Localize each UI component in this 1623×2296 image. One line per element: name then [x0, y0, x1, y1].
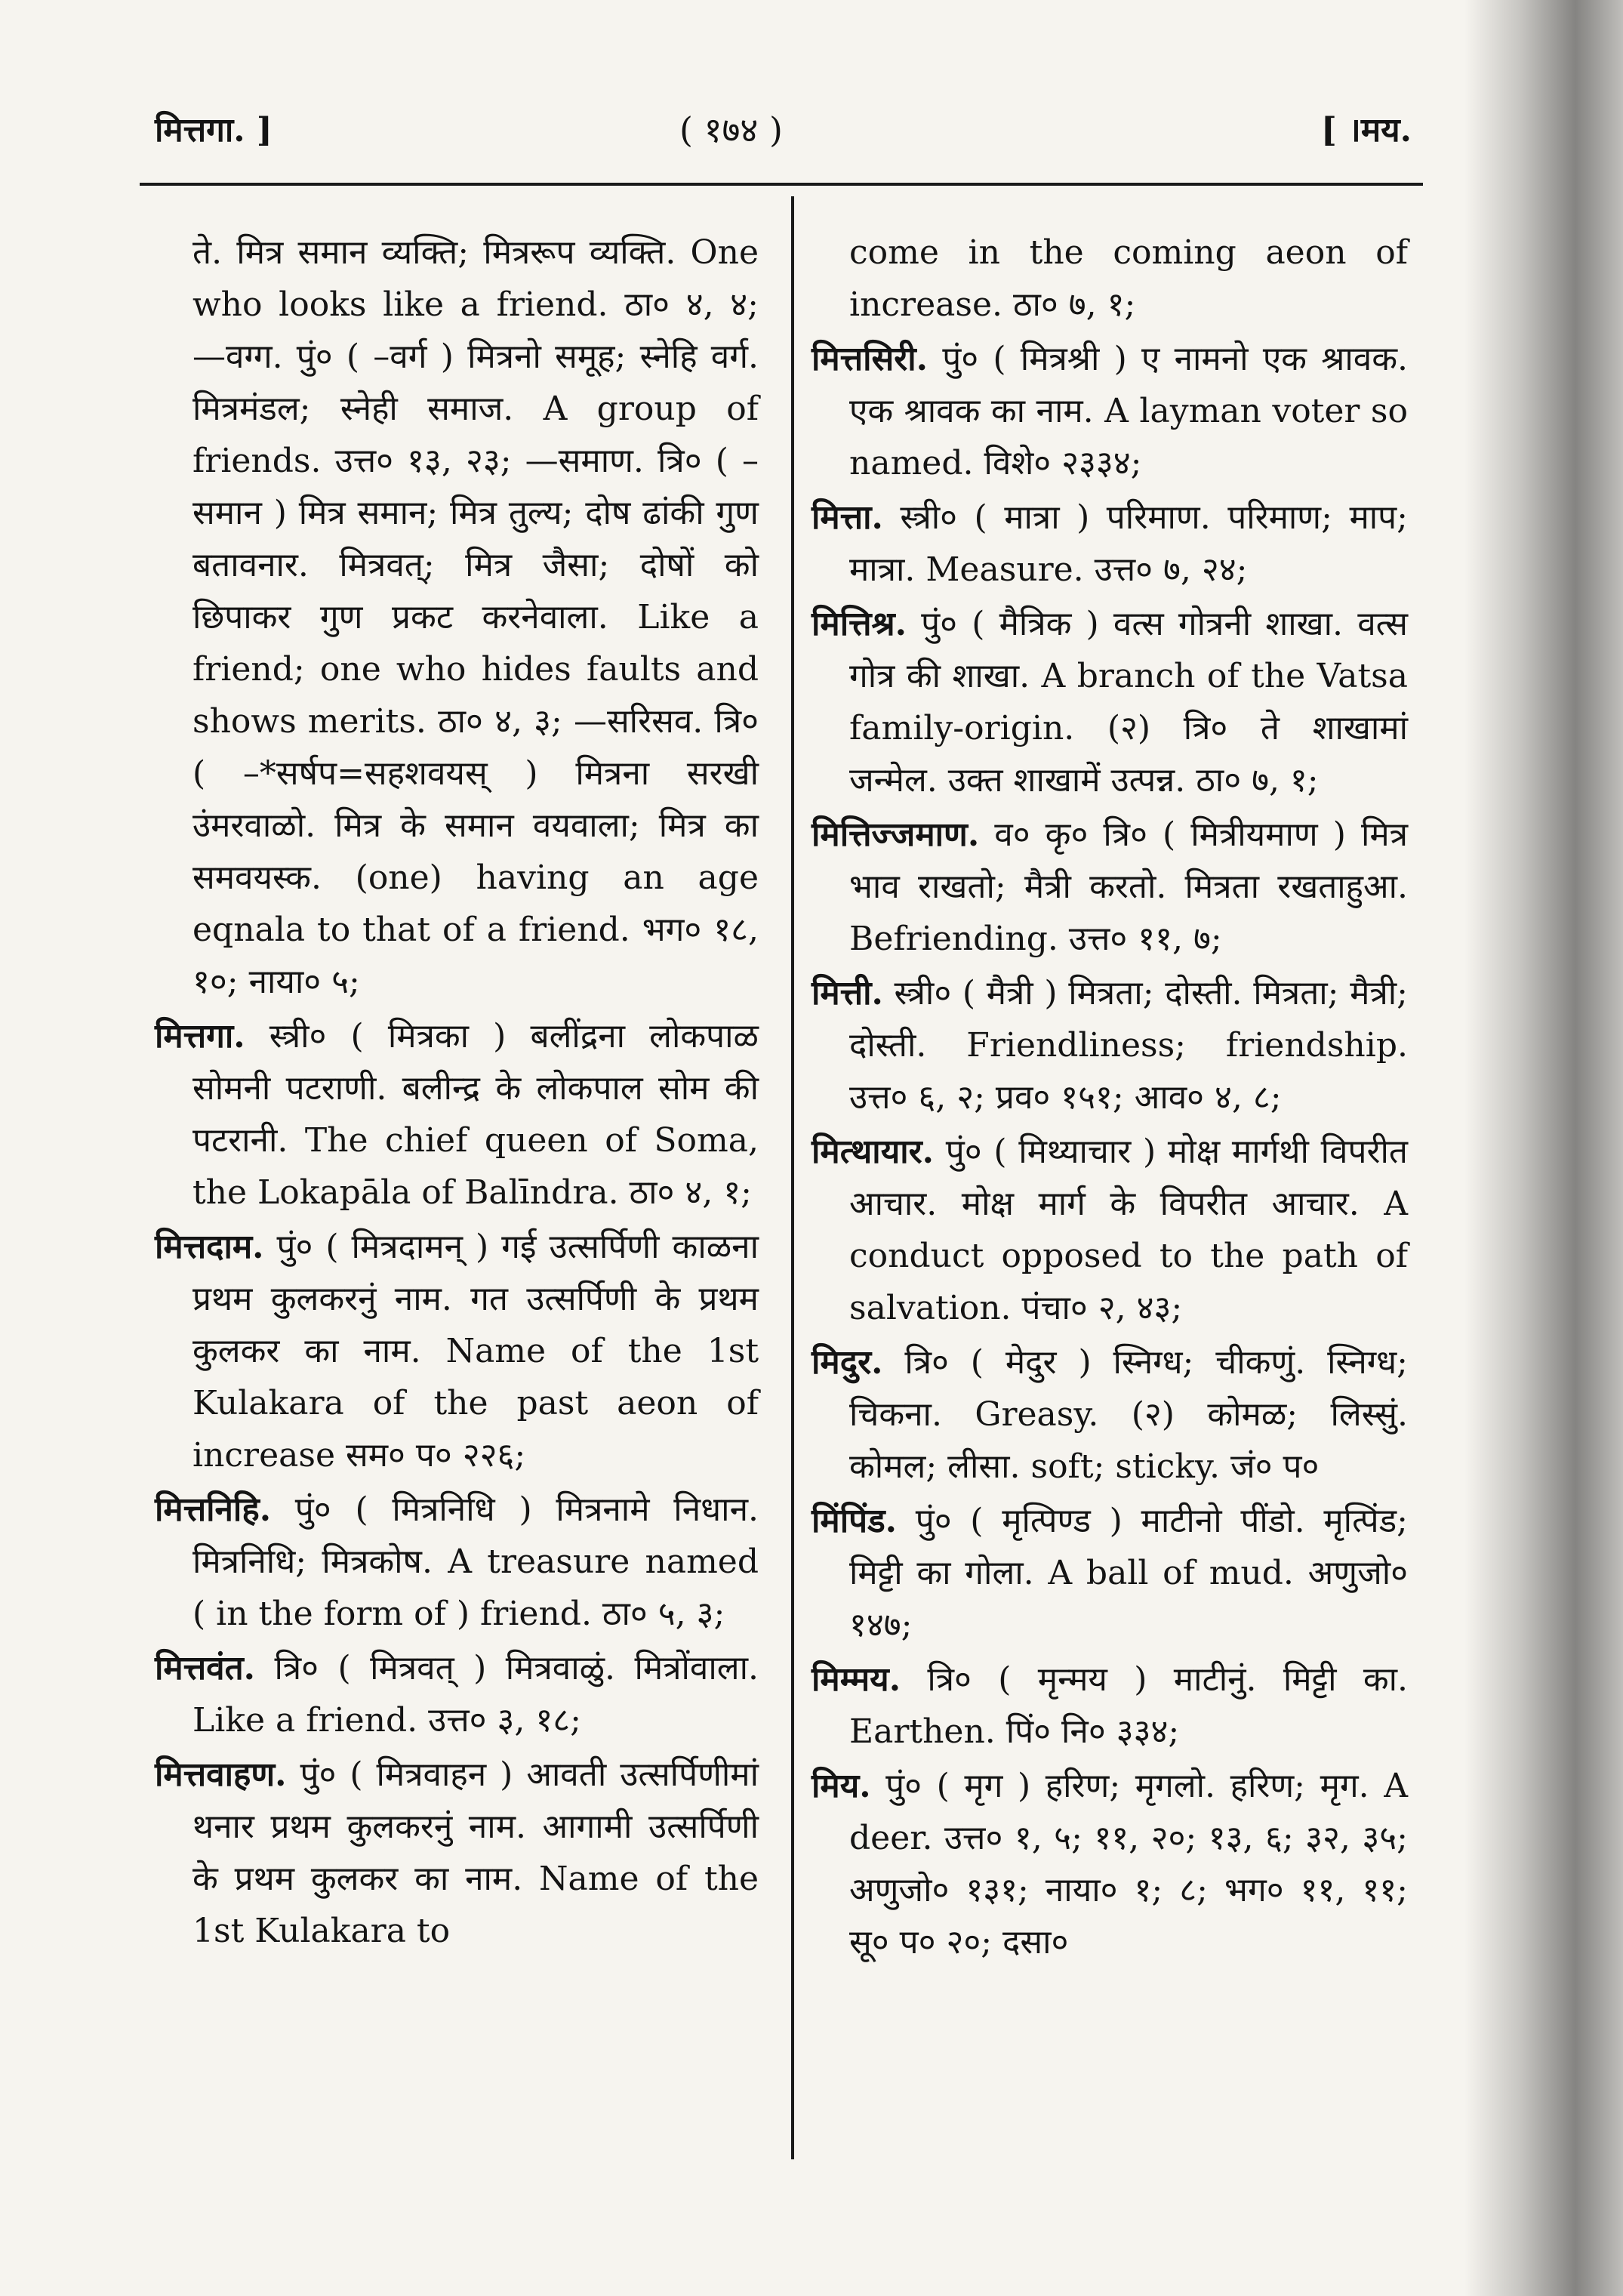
header-left-guideword: मित्तगा. ] [155, 111, 273, 149]
dictionary-entry [155, 1749, 759, 1957]
entry-headword: मित्तदाम. [155, 1228, 264, 1266]
dictionary-entry [155, 1010, 759, 1219]
dictionary-entry [812, 1336, 1408, 1493]
entry-text: पुं० ( मित्रवाहन ) आवती उत्सर्पिणीमां थनार प्रथम कुलकरनुं नाम. आगामी उत्सर्पिणी के प्रथम कुलकर का नाम. Name of the 1st Kulakara to [192, 1755, 759, 1950]
entry-text: स्त्री० ( मित्रका ) बलींद्रना लोकपाळ सोमनी पटराणी. बलीन्द्र के लोकपाल सोम की पटरानी. The chief queen of Soma, the Lokapāla of Balīndra. ठा० ४, १; [192, 1017, 759, 1212]
header-rule [140, 183, 1423, 186]
entry-text: पुं० ( मैत्रिक ) वत्स गोत्रनी शाखा. वत्स गोत्र की शाखा. A branch of the Vatsa family-origin. (२) त्रि० ते शाखामां जन्मेल. उक्त शाखामें उत्पन्न. ठा० ७, १; [849, 605, 1408, 800]
header-right-guideword: [ ।मय. [1321, 111, 1412, 149]
entry-headword: मित्ता. [812, 498, 883, 537]
dictionary-entry [812, 1495, 1408, 1651]
page-number: ( १७४ ) [679, 109, 783, 150]
entry-headword: मित्ती. [812, 974, 883, 1012]
entry-headword: मित्तवंत. [155, 1649, 255, 1687]
entry-text: ते. मित्र समान व्यक्ति; मित्ररूप व्यक्ति. One who looks like a friend. ठा० ४, ४; —वग्ग. पुं० ( –वर्ग ) मित्रनो समूह; स्नेहि वर्ग. मित्रमंडल; स्नेही समाज. A group of friends. उत्त० १३, २३; —समाण. त्रि० ( –समान ) मित्र समान; मित्र तुल्य; दोष ढांकी गुण बतावनार. मित्रवत्; मित्र जैसा; दोषों को छिपाकर गुण प्रकट करनेवाला. Like a friend; one who hides faults and shows merits. ठा० ४, ३; —सरिसव. त्रि० ( –*सर्षप=सहशवयस् ) मित्रना सरखी उंमरवाळो. मित्र के समान वयवाला; मित्र का समवयस्क. (one) having an age eqnala to that of a friend. भग० १८, १०; नाया० ५; [192, 233, 759, 1001]
entry-text: पुं० ( मित्रश्री ) ए नामनो एक श्रावक. एक श्रावक का नाम. A layman voter so named. विशे० २३३४; [849, 340, 1408, 482]
entry-headword: मित्तसिरी. [812, 340, 928, 378]
column-divider [791, 196, 794, 2159]
dictionary-entry [812, 1760, 1408, 1968]
dictionary-entry [812, 1653, 1408, 1758]
entry-headword: मिम्मय. [812, 1660, 901, 1699]
entry-text: पुं० ( मृग ) हरिण; मृगलो. हरिण; मृग. A deer. उत्त० १, ५; ११, २०; १३, ६; ३२, ३५; अणुजो० १३१; नाया० १; ८; भग० ११, ११; सू० प० २०; दसा० [849, 1767, 1408, 1962]
dictionary-entry [812, 809, 1408, 965]
dictionary-entry [155, 227, 759, 1008]
dictionary-entry [812, 227, 1408, 331]
entry-headword: मित्तिज्जमाण. [812, 815, 980, 854]
dictionary-entry [812, 598, 1408, 806]
dictionary-entry [155, 1642, 759, 1746]
entry-text: त्रि० ( मेदुर ) स्निग्ध; चीकणुं. स्निग्ध; चिकना. Greasy. (२) कोमळ; लिस्सुं. कोमल; लीसा. soft; sticky. जं० प० [849, 1343, 1408, 1486]
entry-text: व० कृ० त्रि० ( मित्रीयमाण ) मित्र भाव राखतो; मैत्री करतो. मित्रता रखताहुआ. Befriending. उत्त० ११, ७; [849, 815, 1408, 958]
entry-text: पुं० ( मिथ्याचार ) मोक्ष मार्गथी विपरीत आचार. मोक्ष मार्ग के विपरीत आचार. A conduct opposed to the path of salvation. पंचा० २, ४३; [849, 1133, 1408, 1327]
dictionary-entry [812, 492, 1408, 596]
dictionary-entry [812, 967, 1408, 1123]
entry-text: पुं० ( मृत्पिण्ड ) माटीनो पींडो. मृत्पिंड; मिट्टी का गोला. A ball of mud. अणुजो० १४७; [849, 1502, 1408, 1644]
book-binding-shadow [1464, 0, 1623, 2296]
entry-headword: मिय. [812, 1767, 871, 1805]
entry-text: पुं० ( मित्रनिधि ) मित्रनामे निधान. मित्रनिधि; मित्रकोष. A treasure named ( in the form of ) friend. ठा० ५, ३; [192, 1490, 759, 1633]
left-column [155, 227, 759, 1959]
dictionary-entry [812, 333, 1408, 489]
entry-headword: मित्तिश्र. [812, 605, 907, 643]
entry-text: त्रि० ( मृन्मय ) माटीनुं. मिट्टी का. Earthen. पिं० नि० ३३४; [849, 1660, 1408, 1751]
entry-headword: मिदुर. [812, 1343, 883, 1382]
right-column [812, 227, 1408, 1971]
entry-text: स्त्री० ( मात्रा ) परिमाण. परिमाण; माप; मात्रा. Measure. उत्त० ७, २४; [849, 498, 1408, 589]
dictionary-entry [155, 1221, 759, 1481]
entry-headword: मित्थायार. [812, 1133, 934, 1171]
entry-headword: मित्तनिहि. [155, 1490, 272, 1529]
entry-text: come in the coming aeon of increase. ठा० ७, १; [849, 233, 1408, 324]
entry-text: पुं० ( मित्रदामन् ) गई उत्सर्पिणी काळना प्रथम कुलकरनुं नाम. गत उत्सर्पिणी के प्रथम कुलकर का नाम. Name of the 1st Kulakara of the past aeon of increase सम० प० २२६; [192, 1228, 759, 1475]
entry-headword: मित्तगा. [155, 1017, 245, 1056]
entry-text: स्त्री० ( मैत्री ) मित्रता; दोस्ती. मित्रता; मैत्री; दोस्ती. Friendliness; friendship. उत्त० ६, २; प्रव० १५१; आव० ४, ८; [849, 974, 1408, 1117]
entry-headword: मित्तवाहण. [155, 1755, 287, 1794]
entry-headword: मिंपिंड. [812, 1502, 897, 1540]
dictionary-entry [812, 1126, 1408, 1334]
dictionary-entry [155, 1484, 759, 1640]
entry-text: त्रि० ( मित्रवत् ) मित्रवाळुं. मित्रोंवाला. Like a friend. उत्त० ३, १८; [192, 1649, 759, 1740]
